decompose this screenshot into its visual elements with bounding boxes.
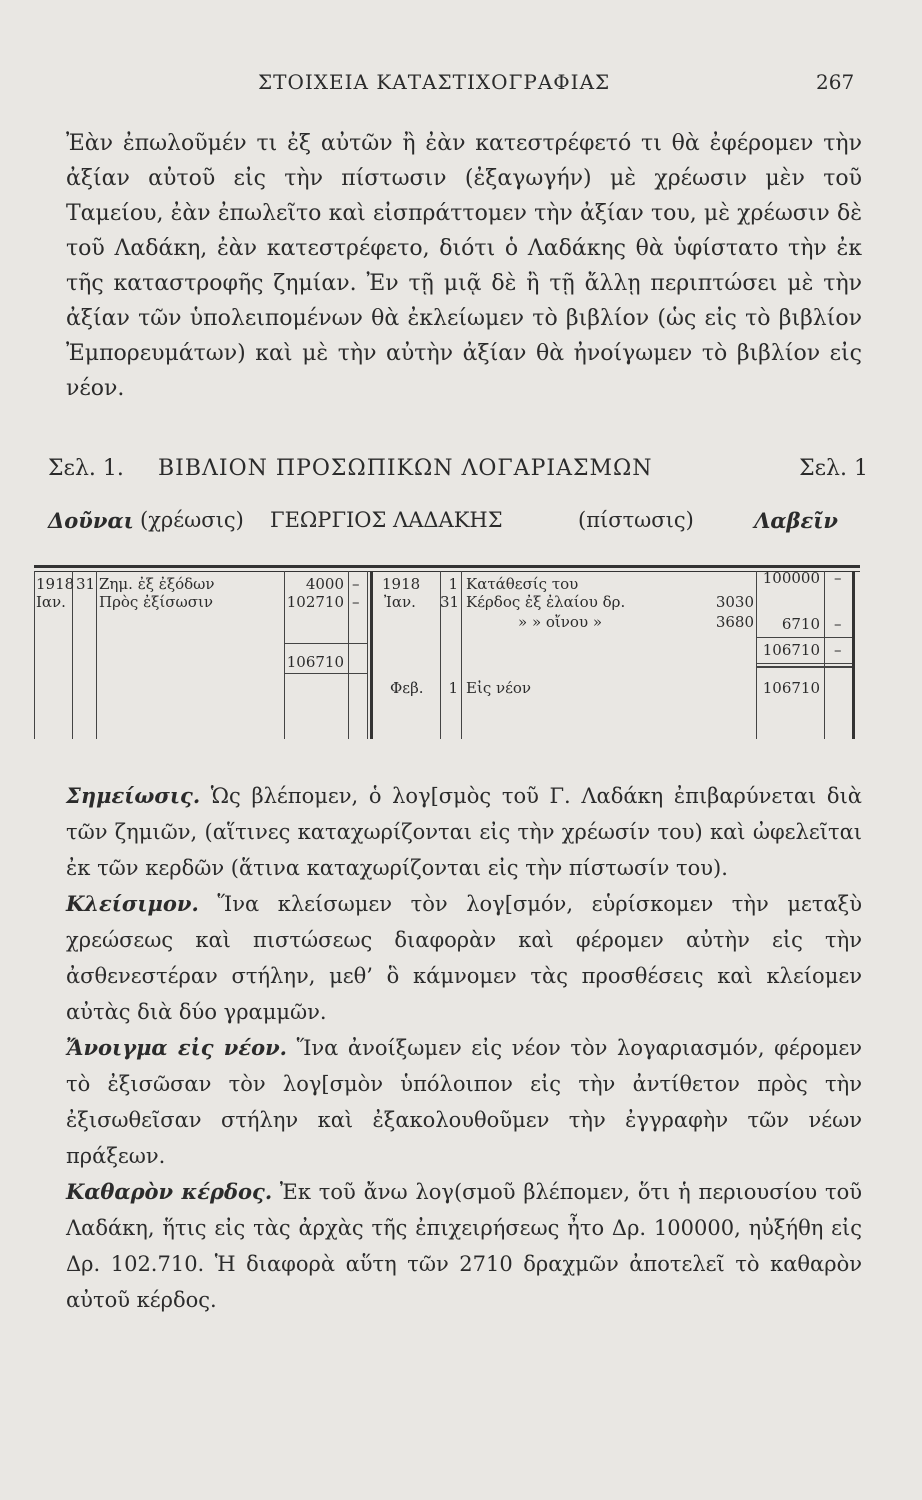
credit-year: 1918 bbox=[382, 575, 421, 593]
debit-year: 1918 bbox=[36, 575, 75, 593]
credit-amount-1: 100000 bbox=[762, 569, 820, 587]
note-text: Ὡς βλέπομεν, ὁ λογ[σμὸς τοῦ Γ. Λαδάκη ἐπιβαρύνεται διὰ τῶν ζημιῶν, (αἵτινες καταχωρίζονται εἰς τὴν χρέωσίν του) καὶ ὠφελεῖται ἐκ τῶν κερδῶν (ἅτινα καταχωρίζονται εἰς τὴν πίστωσίν του). bbox=[66, 784, 862, 880]
col-rule bbox=[824, 571, 825, 739]
credit-dash-1: – bbox=[834, 569, 842, 587]
ledger-table bbox=[34, 565, 860, 739]
col-rule bbox=[348, 571, 349, 739]
col-rule bbox=[34, 571, 35, 739]
credit-label: Λαβεῖν bbox=[754, 508, 838, 533]
note-text: Ἵνα κλείσωμεν τὸν λογ[σμόν, εὑρίσκομεν τὴν μεταξὺ χρεώσεως καὶ πιστώσεως διαφορὰν καὶ φέρομεν αὐτὴν εἰς τὴν ἀσθενεστέραν στήλην, μεθ’ ὃ κάμνομεν τὰς προσθέσεις καὶ κλείομεν αὐτὰς διὰ δύο γραμμῶν. bbox=[66, 892, 862, 1024]
ledger-heading bbox=[48, 456, 868, 490]
credit-amount-new: 106710 bbox=[762, 679, 820, 697]
debit-desc-2: Πρὸς ἐξίσωσιν bbox=[99, 593, 214, 611]
ledger-top-rule bbox=[34, 565, 860, 568]
debit-day: 31 bbox=[76, 575, 96, 593]
credit-month-feb: Φεβ. bbox=[390, 679, 424, 697]
notes bbox=[66, 778, 862, 1318]
note-paragraph bbox=[66, 778, 862, 886]
credit-amount-3: 6710 bbox=[781, 615, 820, 633]
credit-sub-3: 3680 bbox=[715, 613, 754, 631]
note-paragraph bbox=[66, 1174, 862, 1318]
note-paragraph bbox=[66, 886, 862, 1030]
col-rule bbox=[72, 571, 73, 739]
credit-total-line-double bbox=[756, 666, 852, 668]
debit-sum-line bbox=[284, 643, 368, 644]
debit-total-line bbox=[284, 673, 368, 674]
running-head bbox=[0, 70, 922, 100]
account-name: ΓΕΩΡΓΙΟΣ ΛΑΔΑΚΗΣ bbox=[270, 508, 503, 532]
credit-month-jan: Ἰαν. bbox=[384, 593, 416, 611]
note-lead: Καθαρὸν κέρδος. bbox=[66, 1179, 273, 1204]
debit-label: Δοῦναι bbox=[48, 508, 134, 533]
debit-desc-1: Ζημ. ἐξ ἐξόδων bbox=[99, 575, 215, 593]
ledger-right-page: Σελ. 1 bbox=[799, 456, 868, 481]
credit-note: (πίστωσις) bbox=[578, 508, 694, 532]
credit-day-new: 1 bbox=[448, 679, 458, 697]
page-number: 267 bbox=[816, 70, 855, 94]
credit-desc-3: » » οἴνου » bbox=[518, 613, 603, 631]
credit-total: 106710 bbox=[762, 641, 820, 659]
note-lead: Κλείσιμον. bbox=[66, 891, 199, 916]
debit-total: 106710 bbox=[286, 653, 344, 671]
ledger-subheading bbox=[48, 508, 838, 542]
note-text: Ἐκ τοῦ ἄνω λογ(σμοῦ βλέπομεν, ὅτι ἡ περιουσίου τοῦ Λαδάκη, ἥτις εἰς τὰς ἀρχὰς τῆς ἐπιχειρήσεως ἦτο Δρ. 100000, ηὐξήθη εἰς Δρ. 102.710. Ἡ διαφορὰ αὕτη τῶν 2710 δραχμῶν ἀποτελεῖ τὸ καθαρὸν αὐτοῦ κέρδος. bbox=[66, 1180, 862, 1312]
col-rule bbox=[367, 571, 368, 739]
intro-paragraph: Ἐὰν ἐπωλοῦμέν τι ἐξ αὐτῶν ἢ ἐὰν κατεστρέφετό τι θὰ ἐφέρομεν τὴν ἀξίαν αὐτοῦ εἰς τὴν πίστωσιν (ἐξαγωγήν) μὲ χρέωσιν μὲν τοῦ Ταμείου, ἐὰν ἐπωλεῖτο καὶ εἰσπράττομεν τὴν ἀξίαν του, μὲ χρέωσιν δὲ τοῦ Λαδάκη, ἐὰν κατεστρέφετο, διότι ὁ Λαδάκης θὰ ὑφίστατο τὴν ἐκ τῆς καταστροφῆς ζημίαν. Ἐν τῇ μιᾷ δὲ ἢ τῇ ἄλλῃ περιπτώσει μὲ τὴν ἀξίαν τῶν ὑπολειπομένων θὰ ἐκλείωμεν τὸ βιβλίον (ὡς εἰς τὸ βιβλίον Ἐμπορευμάτων) καὶ μὲ τὴν αὐτὴν ἀξίαν θὰ ἠνοίγωμεν τὸ βιβλίον εἰς νέον. bbox=[66, 131, 862, 401]
col-rule bbox=[96, 571, 97, 739]
credit-desc-1: Κατάθεσίς του bbox=[466, 575, 579, 593]
credit-desc-2: Κέρδος ἐξ ἐλαίου δρ. bbox=[466, 593, 626, 611]
note-paragraph bbox=[66, 1030, 862, 1174]
ledger-title: ΒΙΒΛΙΟΝ ΠΡΟΣΩΠΙΚΩΝ ΛΟΓΑΡΙΑΣΜΩΝ bbox=[158, 456, 653, 481]
debit-note: (χρέωσις) bbox=[140, 508, 244, 532]
credit-sub-2: 3030 bbox=[715, 593, 754, 611]
credit-total-line bbox=[756, 663, 852, 664]
note-text: Ἵνα ἀνοίξωμεν εἰς νέον τὸν λογαριασμόν, φέρομεν τὸ ἐξισῶσαν τὸν λογ[σμὸν ὑπόλοιπον εἰς τὴν ἀντίθετον πρὸς τὴν ἐξισωθεῖσαν στήλην καὶ ἐξακολουθοῦμεν τὴν ἐγγραφὴν τῶν νέων πράξεων. bbox=[66, 1036, 862, 1168]
credit-desc-new: Εἰς νέον bbox=[466, 679, 532, 697]
credit-day-2: 31 bbox=[440, 593, 460, 611]
credit-sum-line bbox=[756, 637, 852, 638]
credit-total-dash: – bbox=[834, 641, 842, 659]
debit-amount-2: 102710 bbox=[286, 593, 344, 611]
running-title: ΣΤΟΙΧΕΙΑ ΚΑΤΑΣΤΙΧΟΓΡΑΦΙΑΣ bbox=[258, 70, 611, 94]
credit-dash-3: – bbox=[834, 615, 842, 633]
debit-month: Ιαν. bbox=[36, 593, 66, 611]
debit-amount-1: 4000 bbox=[305, 575, 344, 593]
credit-day-1: 1 bbox=[448, 575, 458, 593]
ledger-left-page: Σελ. 1. bbox=[48, 456, 124, 481]
ledger-top-rule-thin bbox=[34, 571, 860, 572]
debit-dash-2: – bbox=[352, 593, 360, 611]
debit-dash-1: – bbox=[352, 575, 360, 593]
note-lead: Ἄνοιγμα εἰς νέον. bbox=[66, 1035, 287, 1060]
right-thick-rule bbox=[852, 571, 855, 739]
note-lead: Σημείωσις. bbox=[66, 783, 201, 808]
col-rule bbox=[461, 571, 462, 739]
center-double-rule bbox=[370, 571, 373, 739]
